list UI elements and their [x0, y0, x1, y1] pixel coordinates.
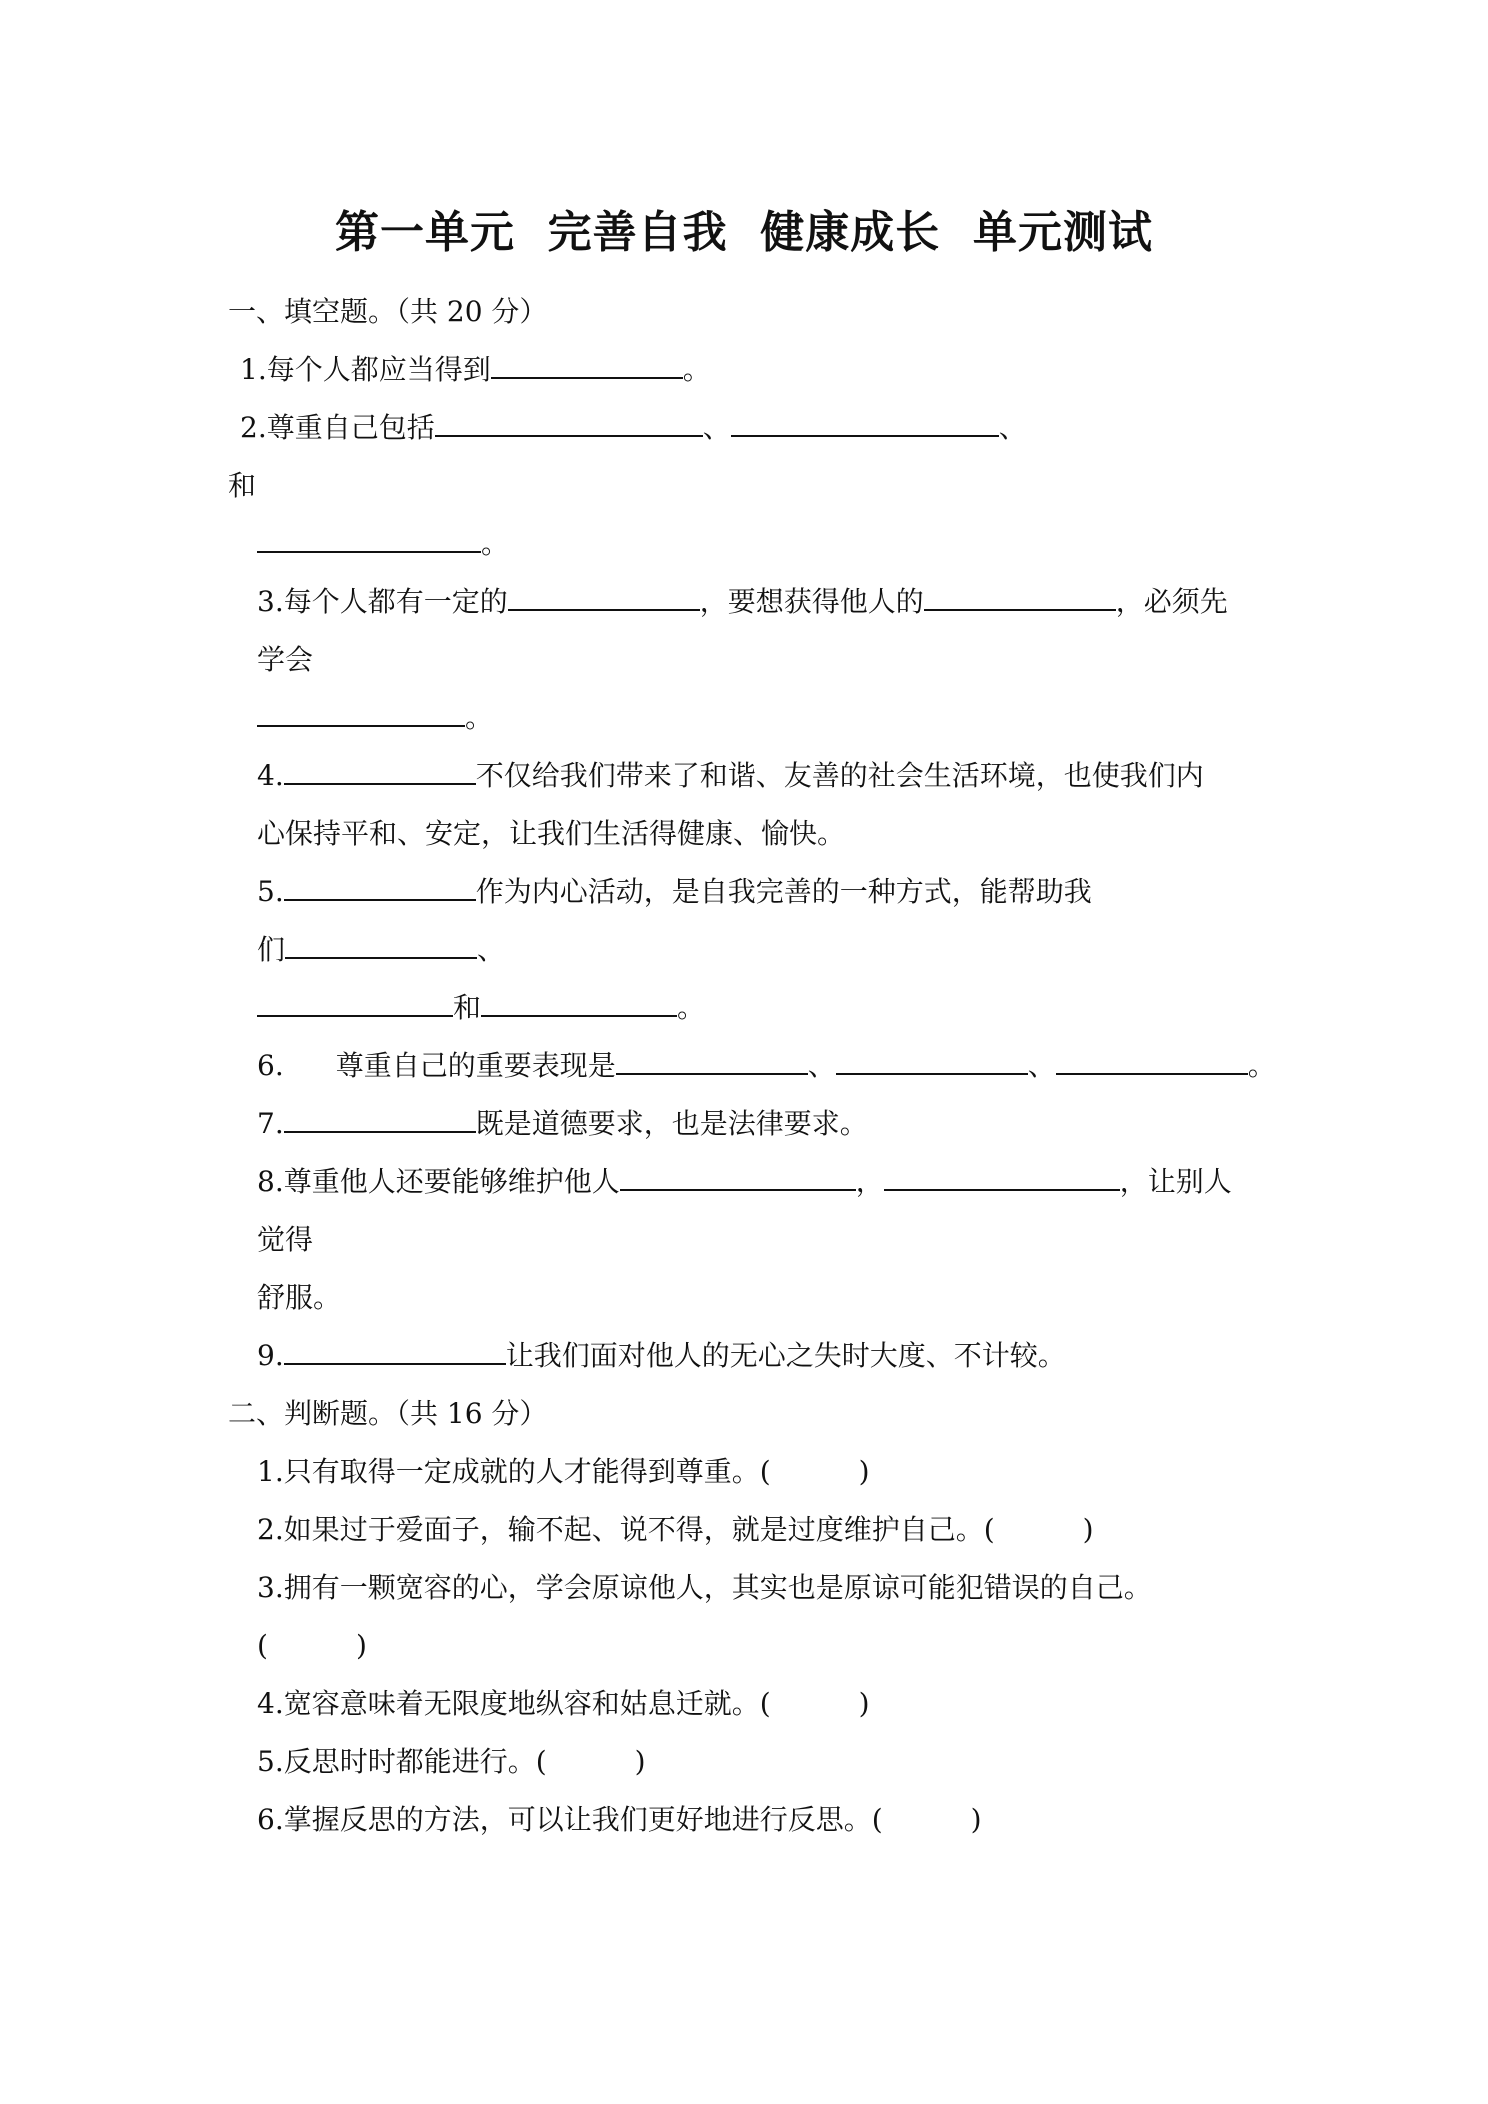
question-text: 。	[677, 991, 706, 1024]
question-text: 3.每个人都有一定的	[257, 585, 508, 618]
question-2-cont2	[257, 524, 509, 564]
question-2	[240, 408, 1027, 448]
question-text: 不仅给我们带来了和谐、友善的社会生活环境，也使我们内	[475, 759, 1204, 792]
question-text: ，必须先	[1115, 585, 1228, 618]
question-text: 5.反思时时都能进行。(	[257, 1745, 547, 1778]
answer-blank[interactable]	[435, 409, 703, 437]
question-text: 尊重自己的重要表现是	[335, 1049, 616, 1082]
question-text: 们	[257, 933, 286, 966]
question-5-cont2	[257, 988, 705, 1028]
judge-item-4	[257, 1684, 870, 1724]
question-text: 让我们面对他人的无心之失时大度、不计较。	[505, 1339, 1066, 1372]
question-text: 6.掌握反思的方法，可以让我们更好地进行反思。(	[257, 1803, 883, 1836]
question-text: ，让别人	[1119, 1165, 1232, 1198]
question-4	[257, 756, 1204, 796]
answer-blank[interactable]	[481, 989, 677, 1017]
question-text: 、	[477, 933, 506, 966]
answer-blank[interactable]	[620, 1163, 856, 1191]
question-text: ，要想获得他人的	[699, 585, 924, 618]
section-heading-judge: 二、判断题。（共 16 分）	[228, 1397, 548, 1430]
judge-item-3-cont	[257, 1626, 367, 1666]
question-text: 、	[702, 411, 731, 444]
answer-blank[interactable]	[257, 989, 453, 1017]
question-3-cont: 学会	[257, 643, 314, 676]
question-text: )	[970, 1803, 982, 1836]
question-text: 1.只有取得一定成就的人才能得到尊重。(	[257, 1455, 771, 1488]
question-text: 1.每个人都应当得到	[240, 353, 491, 386]
question-text: 。	[1247, 1049, 1276, 1082]
question-9	[257, 1336, 1066, 1376]
question-2-cont: 和	[228, 469, 257, 502]
question-text: 6.	[257, 1049, 284, 1082]
question-text: 9.	[257, 1339, 284, 1372]
question-text: 2.如果过于爱面子，输不起、说不得，就是过度维护自己。(	[257, 1513, 995, 1546]
judge-item-6	[257, 1800, 982, 1840]
section-heading-fill: 一、填空题。（共 20 分）	[228, 295, 548, 328]
answer-blank[interactable]	[836, 1047, 1028, 1075]
question-text: 4.	[257, 759, 284, 792]
answer-blank[interactable]	[257, 699, 465, 727]
question-7	[257, 1104, 868, 1144]
question-text: 、	[1027, 1049, 1056, 1082]
question-text: )	[858, 1455, 870, 1488]
question-text: 。	[465, 701, 494, 734]
question-1	[240, 350, 711, 390]
question-text: 4.宽容意味着无限度地纵容和姑息迁就。(	[257, 1687, 771, 1720]
question-text: )	[355, 1629, 367, 1662]
question-text: 。	[682, 353, 711, 386]
answer-blank[interactable]	[616, 1047, 808, 1075]
question-text: 5.	[257, 875, 284, 908]
question-text: ，	[855, 1165, 884, 1198]
question-3-cont2	[257, 698, 493, 738]
question-text: )	[1082, 1513, 1094, 1546]
answer-blank[interactable]	[731, 409, 999, 437]
answer-blank[interactable]	[491, 351, 683, 379]
question-text: )	[858, 1687, 870, 1720]
answer-blank[interactable]	[257, 525, 481, 553]
answer-blank[interactable]	[924, 583, 1116, 611]
answer-blank[interactable]	[1056, 1047, 1248, 1075]
question-text: )	[634, 1745, 646, 1778]
question-text: 和	[453, 991, 482, 1024]
answer-blank[interactable]	[284, 1337, 506, 1365]
question-5	[257, 872, 1092, 912]
question-text: (	[257, 1629, 268, 1662]
judge-item-5	[257, 1742, 646, 1782]
question-8-cont2: 舒服。	[257, 1281, 342, 1314]
question-6	[257, 1046, 1276, 1086]
page-title: 第一单元 完善自我 健康成长 单元测试	[335, 207, 1153, 258]
question-text: 。	[481, 527, 510, 560]
question-text: 、	[998, 411, 1027, 444]
answer-blank[interactable]	[884, 1163, 1120, 1191]
question-text: 2.尊重自己包括	[240, 411, 435, 444]
judge-item-3: 3.拥有一颗宽容的心，学会原谅他人，其实也是原谅可能犯错误的自己。	[257, 1571, 1152, 1604]
answer-blank[interactable]	[284, 757, 476, 785]
answer-blank[interactable]	[508, 583, 700, 611]
answer-blank[interactable]	[284, 873, 476, 901]
question-8-cont: 觉得	[257, 1223, 314, 1256]
question-text: 7.	[257, 1107, 284, 1140]
judge-item-1	[257, 1452, 870, 1492]
question-8	[257, 1162, 1232, 1202]
question-text: 8.尊重他人还要能够维护他人	[257, 1165, 620, 1198]
question-4-cont: 心保持平和、安定，让我们生活得健康、愉快。	[257, 817, 846, 850]
question-3	[257, 582, 1228, 622]
answer-blank[interactable]	[285, 931, 477, 959]
question-text: 、	[807, 1049, 836, 1082]
answer-blank[interactable]	[284, 1105, 476, 1133]
question-5-cont	[257, 930, 505, 970]
question-text: 作为内心活动，是自我完善的一种方式，能帮助我	[475, 875, 1092, 908]
question-text: 既是道德要求，也是法律要求。	[475, 1107, 868, 1140]
judge-item-2	[257, 1510, 1094, 1550]
